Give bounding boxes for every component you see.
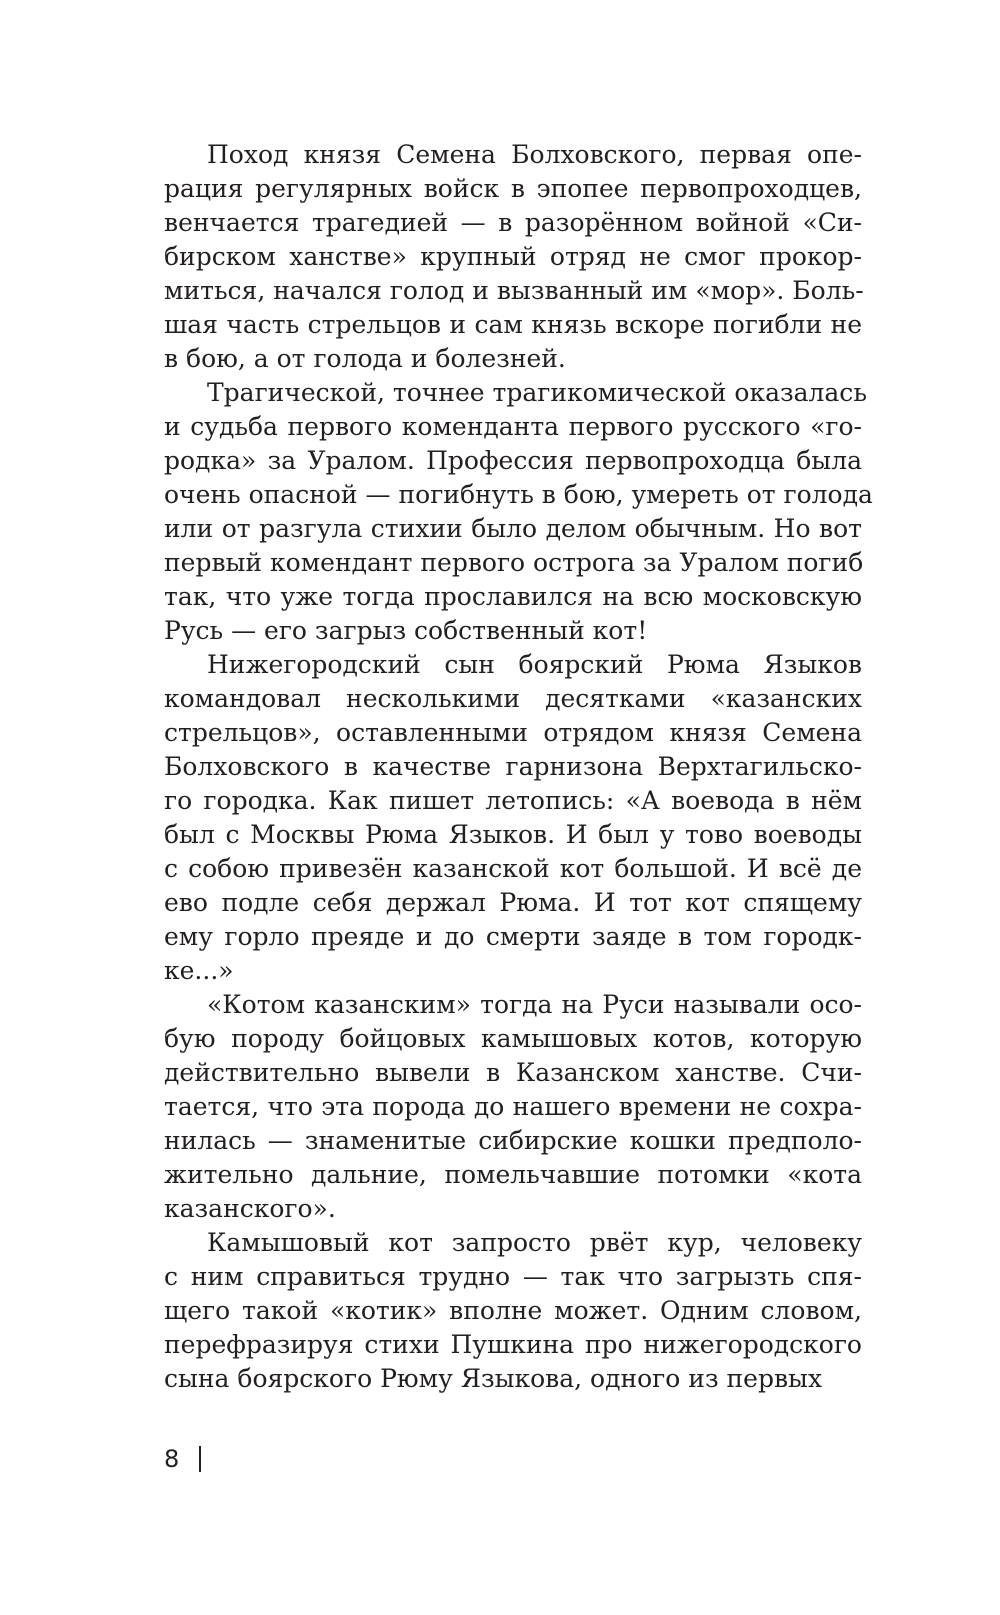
- text-line: ке...»: [164, 956, 234, 985]
- paragraph: [164, 376, 873, 648]
- body-text: [164, 138, 873, 1396]
- text-line: сына боярского Рюму Языкова, одного из первых: [164, 1364, 823, 1393]
- text-line: командовал несколькими десятками «казанских: [164, 684, 862, 713]
- text-line: был с Москвы Рюма Языков. И был у тово воеводы: [164, 820, 862, 849]
- paragraph: [164, 1226, 862, 1396]
- text-line: миться, начался голод и вызванный им «мор». Боль-: [164, 276, 864, 305]
- text-line: так, что уже тогда прославился на всю московскую: [164, 582, 862, 611]
- text-line: тается, что эта порода до нашего времени не сохра-: [164, 1092, 862, 1121]
- text-line: первый комендант первого острога за Уралом погиб: [164, 548, 864, 577]
- text-line: Трагической, точнее трагикомической оказалась: [207, 378, 867, 407]
- text-line: го городка. Как пишет летопись: «А воевода в нём: [164, 786, 862, 815]
- text-line: шая часть стрельцов и сам князь вскоре погибли не: [164, 310, 862, 339]
- text-line: ему горло преяде и до смерти заяде в том городк-: [164, 922, 862, 951]
- page-number: 8: [164, 1445, 180, 1473]
- text-line: и судьба первого коменданта первого русского «го-: [164, 412, 862, 441]
- text-line: «Котом казанским» тогда на Руси называли осо-: [207, 990, 862, 1019]
- paragraph: [164, 138, 862, 376]
- text-line: очень опасной — погибнуть в бою, умереть от голода: [164, 480, 873, 509]
- text-line: ево подле себя держал Рюма. И тот кот спящему: [164, 888, 862, 917]
- text-line: Камышовый кот запросто рвёт кур, человеку: [207, 1228, 862, 1257]
- text-line: Болховского в качестве гарнизона Верхтагильско-: [164, 752, 862, 781]
- text-line: Русь — его загрыз собственный кот!: [164, 616, 648, 645]
- text-line: венчается трагедией — в разорённом войной «Си-: [164, 208, 862, 237]
- paragraph: [164, 988, 862, 1226]
- page-footer: [164, 1442, 201, 1476]
- text-line: с собою привезён казанской кот большой. И всё де: [164, 854, 862, 883]
- text-line: стрельцов», оставленными отрядом князя Семена: [164, 718, 862, 747]
- text-line: перефразируя стихи Пушкина про нижегородского: [164, 1330, 862, 1359]
- text-line: нилась — знаменитые сибирские кошки предполо-: [164, 1126, 862, 1155]
- text-line: Нижегородский сын боярский Рюма Языков: [207, 650, 862, 679]
- text-line: в бою, а от голода и болезней.: [164, 344, 566, 373]
- text-line: действительно вывели в Казанском ханстве. Счи-: [164, 1058, 862, 1087]
- text-line: жительно дальние, помельчавшие потомки «кота: [164, 1160, 862, 1189]
- text-line: щего такой «котик» вполне может. Одним словом,: [164, 1296, 862, 1325]
- text-line: бирском ханстве» крупный отряд не смог прокор-: [164, 242, 862, 271]
- text-line: или от разгула стихии было делом обычным. Но вот: [164, 514, 862, 543]
- text-line: бую породу бойцовых камышовых котов, которую: [164, 1024, 862, 1053]
- text-line: родка» за Уралом. Профессия первопроходца была: [164, 446, 862, 475]
- paragraph: [164, 648, 862, 988]
- text-line: рация регулярных войск в эпопее первопроходцев,: [164, 174, 862, 203]
- text-line: казанского».: [164, 1194, 336, 1223]
- page-number-divider: [199, 1446, 201, 1472]
- text-line: с ним справиться трудно — так что загрызть спя-: [164, 1262, 862, 1291]
- text-line: Поход князя Семена Болховского, первая опе-: [207, 140, 862, 169]
